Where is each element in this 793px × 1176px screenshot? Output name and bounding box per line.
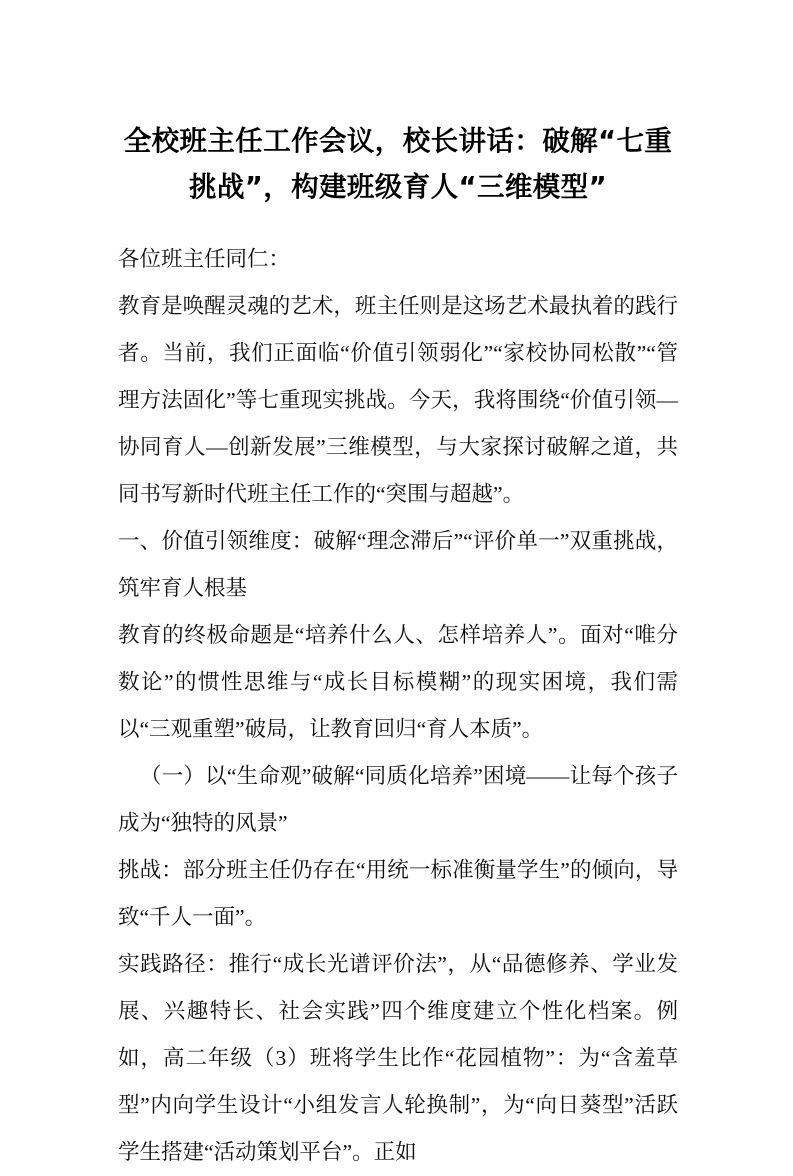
paragraph-practice-path-one: 实践路径：推行“成长光谱评价法”，从“品德修养、学业发展、兴趣特长、社会实践”四个维度建立个性化档案。例如，高二年级（3）班将学生比作“花园植物”：为“含羞草型”内向学生设计“小组发言人轮换制”，为“向日葵型”活跃学生搭建“活动策划平台”。正如 <box>118 952 678 1164</box>
heading-section-one: 一、价值引领维度：破解“理念滞后”“评价单一”双重挑战，筑牢育人根基 <box>118 529 678 600</box>
document-title: 全校班主任工作会议，校长讲话：破解“七重挑战”，构建班级育人“三维模型” <box>123 125 673 203</box>
heading-subsection-one: （一）以“生命观”破解“同质化培养”困境——让每个孩子成为“独特的风景” <box>118 764 678 835</box>
paragraph-challenge-one: 挑战：部分班主任仍存在“用统一标准衡量学生”的倾向，导致“千人一面”。 <box>118 858 678 929</box>
paragraph-section-one-intro: 教育的终极命题是“培养什么人、怎样培养人”。面对“唯分数论”的惯性思维与“成长目标模糊”的现实困境，我们需以“三观重塑”破局，让教育回归“育人本质”。 <box>118 623 678 741</box>
paragraph-salutation: 各位班主任同仁： <box>118 247 291 271</box>
paragraph-opening: 教育是唤醒灵魂的艺术，班主任则是这场艺术最执着的践行者。当前，我们正面临“价值引领弱化”“家校协同松散”“管理方法固化”等七重现实挑战。今天，我将围绕“价值引领—协同育人—创新发展”三维模型，与大家探讨破解之道，共同书写新时代班主任工作的“突围与超越”。 <box>118 294 678 506</box>
